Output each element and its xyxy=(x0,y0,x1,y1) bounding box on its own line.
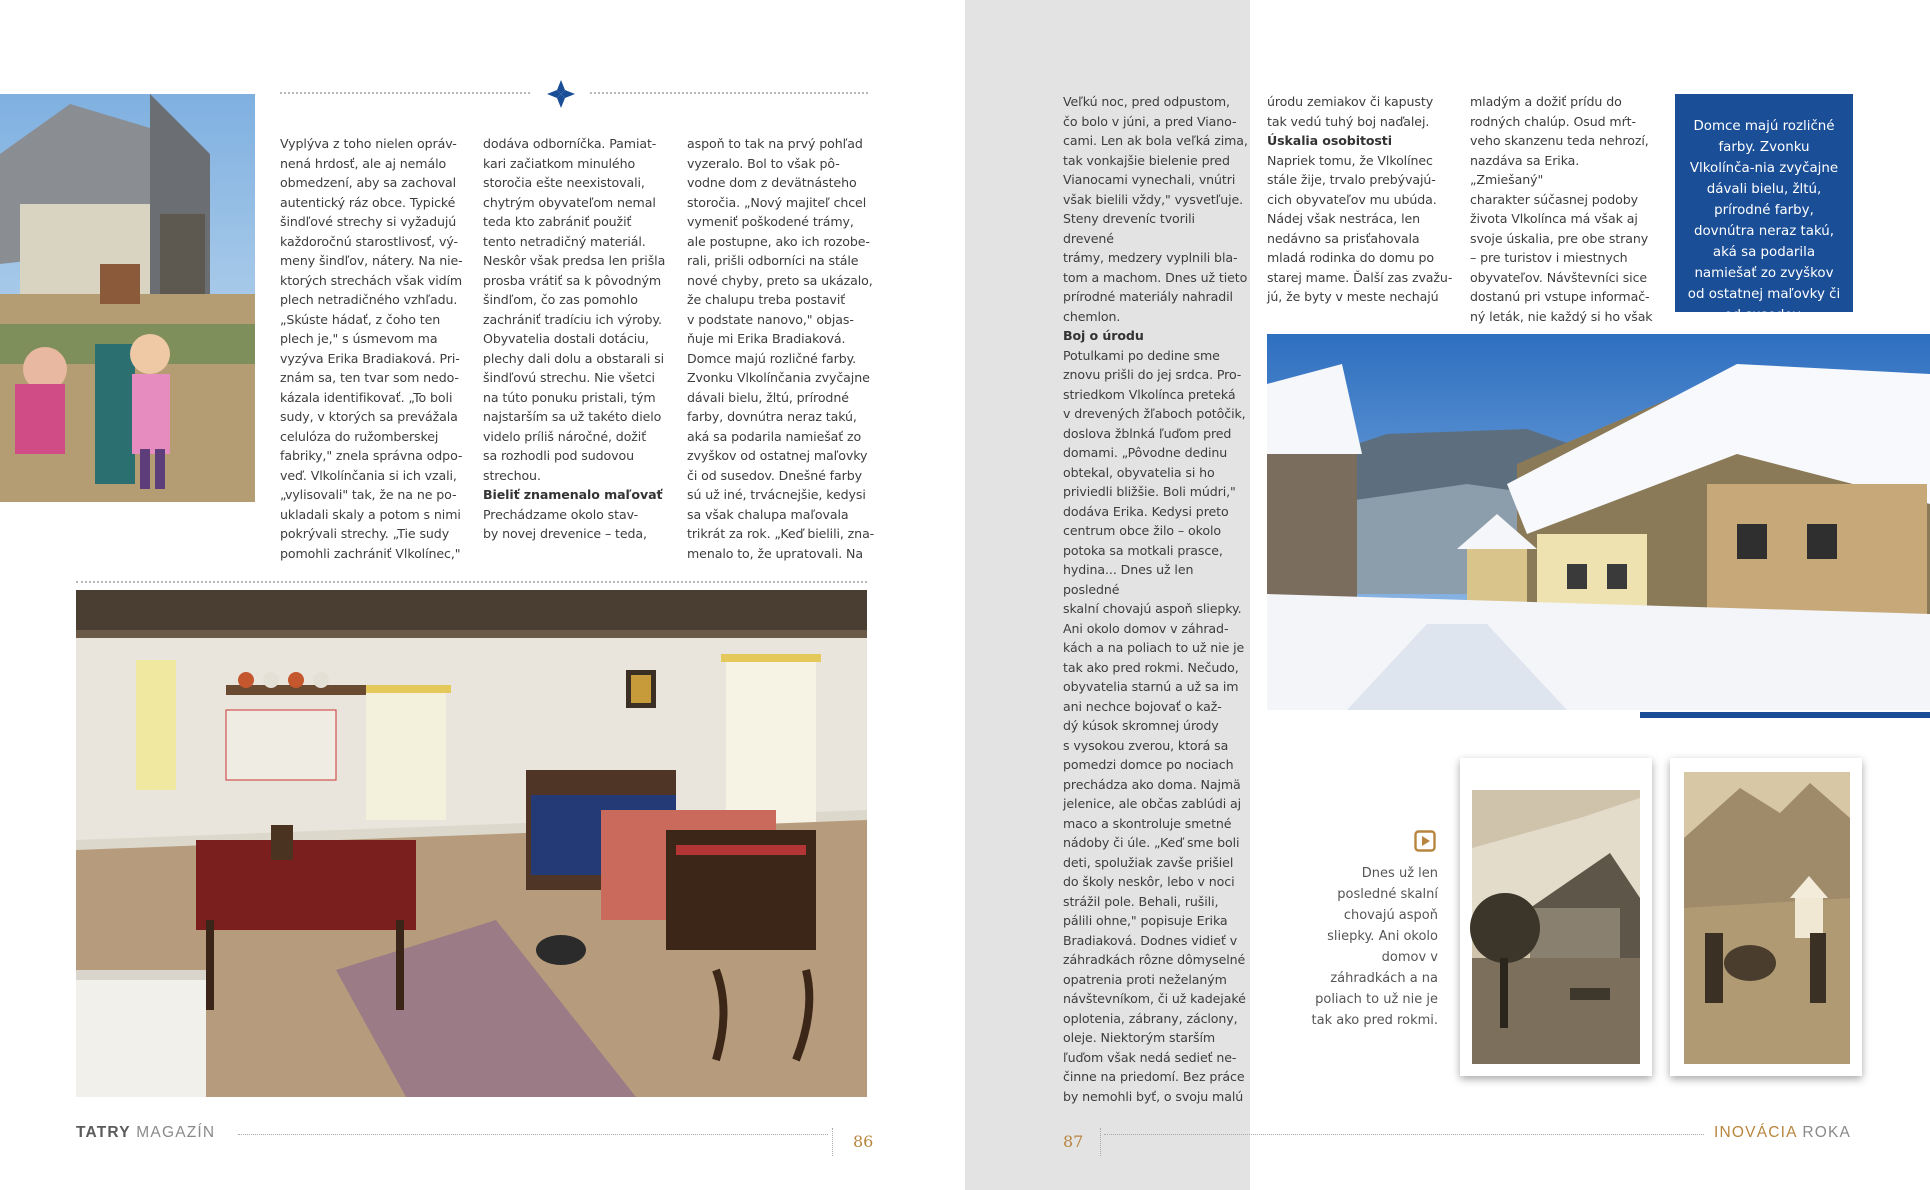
brand-bold: TATRY xyxy=(76,1124,131,1141)
text-line: na túto ponuku pristali, tým xyxy=(483,389,656,405)
text-line: prírodné materiály nahradil xyxy=(1063,289,1233,304)
text-line: Domce majú rozličné farby. xyxy=(687,350,857,366)
text-line: dodáva Erika. Kedysi preto xyxy=(1063,503,1229,519)
text-line: autentický ráz obce. Typické xyxy=(280,194,456,210)
photo-cottage-interior xyxy=(76,590,867,1097)
text-line: Vyplýva z toho nielen opráv- xyxy=(280,136,457,151)
text-line: Vianocami vynechali, vnútri xyxy=(1063,172,1236,187)
text-line: chytrým obyvateľom nemal xyxy=(483,194,656,210)
text-line: či od susedov. Dnešné farby xyxy=(687,467,862,483)
text-line: „vylisovali" tak, že na ne po- xyxy=(280,487,457,502)
left-column-1 xyxy=(280,134,470,563)
text-line: dostanú pri vstupe informač- xyxy=(1470,289,1650,304)
text-line: prechádza ako doma. Najmä xyxy=(1063,776,1241,792)
text-line: aká sa podarila namiešať zo xyxy=(687,428,862,444)
text-line: by novej drevenice – teda, xyxy=(483,526,647,541)
photo-children-water-pump xyxy=(0,94,255,502)
left-column-2 xyxy=(483,134,673,544)
text-line: ný leták, nie každý si ho však xyxy=(1470,308,1653,324)
right-column-1 xyxy=(1063,92,1248,1106)
text-line: obmedzení, aby sa zachoval xyxy=(280,175,457,190)
text-line: ani nechce bojovať o kaž- xyxy=(1063,698,1222,714)
text-line: striedkom Vlkolínca preteká xyxy=(1063,386,1236,402)
text-line: doslova žblnká ľuďom pred xyxy=(1063,425,1232,441)
text-line: storočia. „Nový majiteľ chcel xyxy=(687,194,867,210)
text-line: nená hrdosť, ale aj nemálo xyxy=(280,155,447,171)
text-line: rali, prišli odborníci na stále xyxy=(687,253,859,268)
text-line: mladá rodinka do domu po xyxy=(1267,250,1435,265)
text-line: činne na priedomí. Bez práce xyxy=(1063,1069,1245,1084)
footer-rule-left xyxy=(238,1134,828,1135)
text-line: cami. Len ak bola veľká zima, xyxy=(1063,133,1248,148)
pull-quote-box: Domce majú rozličné farby. Zvonku Vlkolínča-nia zvyčajne dávali bielu, žltú, prírodné farby, dovnútra neraz takú, aká sa podarila namiešať zo zvyškov od ostatnej maľovky či od susedov. xyxy=(1675,94,1853,312)
text-line: Ani okolo domov v záhrad- xyxy=(1063,620,1229,636)
text-line: charakter súčasnej podoby xyxy=(1470,191,1639,207)
text-line: starej mame. Ďalší zas zvažu- xyxy=(1267,269,1453,285)
subheading-uskalia: Úskalia osobitosti xyxy=(1267,133,1392,148)
page-number-left: 86 xyxy=(853,1132,874,1151)
text-line: potoka sa motkali prasce, xyxy=(1063,542,1223,558)
brand-accent: INOVÁCIA xyxy=(1714,1124,1797,1141)
text-line: priviedli bližšie. Boli múdri," xyxy=(1063,484,1236,499)
text-line: vyzýva Erika Bradiaková. Pri- xyxy=(280,350,460,366)
text-line: – pre turistov i miestnych xyxy=(1470,250,1628,265)
text-line: obyvateľov. Návštevníci sice xyxy=(1470,269,1648,285)
ornament-rule-right xyxy=(590,92,868,94)
text-line: veho skanzenu teda nehrozí, xyxy=(1470,133,1649,148)
text-line: skalní chovajú aspoň sliepky. xyxy=(1063,601,1242,616)
diamond-ornament-icon xyxy=(545,78,577,110)
text-line: čo bolo v júni, a pred Viano- xyxy=(1063,113,1237,129)
text-line: zachrániť tradíciu ich výroby. xyxy=(483,311,662,327)
text-line: teda kto zabrániť použiť xyxy=(483,214,632,229)
text-line: hydina... Dnes už len posledné xyxy=(1063,562,1194,597)
text-line: zvyškov od ostatnej maľovky xyxy=(687,448,868,463)
text-line: storočia ešte neexistovali, xyxy=(483,175,645,190)
text-line: tak vonkajšie bielenie pred xyxy=(1063,152,1230,168)
text-line: plech netradičného vzhľadu. xyxy=(280,292,458,307)
text-line: nové chyby, preto sa ukázalo, xyxy=(687,272,873,288)
text-line: znovu prišli do jej srdca. Pro- xyxy=(1063,367,1242,382)
text-line: nádoby či úle. „Keď sme boli xyxy=(1063,835,1240,850)
text-line: cich obyvateľov mu ubúda. xyxy=(1267,191,1437,207)
text-line: pomedzi domce po nociach xyxy=(1063,757,1234,772)
text-line: tak vedú tuhý boj naďalej. xyxy=(1267,113,1430,129)
text-line: Steny dreveníc tvorili drevené xyxy=(1063,211,1195,246)
text-line: nedávno sa prisťahovala xyxy=(1267,230,1420,246)
subheading-boj: Boj o úrodu xyxy=(1063,328,1144,343)
text-line: meny šindľov, nátery. Na nie- xyxy=(280,253,463,268)
play-icon[interactable] xyxy=(1414,830,1436,852)
brand-light: MAGAZÍN xyxy=(130,1124,216,1141)
text-line: prosba vrátiť sa k pôvodným xyxy=(483,272,662,288)
text-line: oleje. Niektorým starším xyxy=(1063,1030,1216,1045)
text-line: rodných chalúp. Osud mŕt- xyxy=(1470,113,1636,129)
text-line: tak ako pred rokmi. Nečudo, xyxy=(1063,659,1239,675)
brand-light-right: ROKA xyxy=(1796,1124,1852,1141)
text-line: trámy, medzery vyplnili bla- xyxy=(1063,250,1238,265)
text-line: ktorých strechách však vidím xyxy=(280,272,463,288)
text-line: sa rozhodli pod sudovou xyxy=(483,448,634,463)
text-line: veď. Vlkolínčania si ich vzali, xyxy=(280,467,457,483)
footer-tick-right xyxy=(1100,1128,1101,1156)
text-line: dodáva odborníčka. Pamiat- xyxy=(483,136,657,151)
text-line: jú, že byty v meste nechajú xyxy=(1267,289,1439,304)
text-line: ale postupne, ako ich rozobe- xyxy=(687,233,870,249)
text-line: opatrenia proti neželaným xyxy=(1063,971,1227,987)
text-line: Obyvatelia dostali dotáciu, xyxy=(483,331,649,346)
right-column-3 xyxy=(1470,92,1655,326)
text-line: Bradiaková. Dodnes vidieť v xyxy=(1063,932,1238,948)
text-line: v podstate nanovo," objas- xyxy=(687,311,854,327)
footer-brand-right xyxy=(1714,1124,1851,1142)
vintage-photo-1 xyxy=(1460,758,1652,1076)
text-line: „Skúste hádať, z čoho ten xyxy=(280,311,441,327)
text-line: ľuďom však nedá sedieť ne- xyxy=(1063,1049,1237,1065)
text-line: oplotenia, zábrany, záclony, xyxy=(1063,1010,1238,1026)
text-line: fabriky," znela správna odpo- xyxy=(280,448,463,463)
text-line: že chalupu treba postaviť xyxy=(687,292,846,307)
page-number-right: 87 xyxy=(1063,1132,1084,1151)
vintage-photo-2 xyxy=(1670,758,1862,1076)
text-line: domami. „Pôvodne dedinu xyxy=(1063,445,1228,460)
left-column-3 xyxy=(687,134,877,563)
text-line: vodne dom z devätnásteho xyxy=(687,175,857,190)
text-line: vyzeralo. Bol to však pô- xyxy=(687,155,840,171)
text-line: obyvatelia starnú a už sa im xyxy=(1063,679,1239,694)
text-line: vymeniť poškodené trámy, xyxy=(687,214,854,229)
text-line: sudy, v ktorých sa prevážala xyxy=(280,409,458,424)
text-line: stále žije, trvalo prebývajú- xyxy=(1267,172,1436,187)
text-line: tento netradičný materiál. xyxy=(483,233,646,249)
text-line: videlo príliš náročné, dožiť xyxy=(483,428,647,444)
text-line: šindľovú strechu. Nie všetci xyxy=(483,370,655,385)
text-line: ukladali skaly a potom s nimi xyxy=(280,506,461,522)
footer-rule-right xyxy=(1104,1134,1704,1135)
text-line: šindľom, čo zas pomohlo xyxy=(483,292,638,307)
text-line: Veľkú noc, pred odpustom, xyxy=(1063,94,1230,109)
text-line: by nemohli byť, o svoju malú xyxy=(1063,1088,1244,1104)
text-line: chemlon. xyxy=(1063,308,1121,324)
photo-caption: Dnes už len posledné skalní chovajú aspoň sliepky. Ani okolo domov v záhradkách a na poliach to už nie je tak ako pred rokmi. xyxy=(1311,866,1438,1028)
text-line: strážil pole. Behali, rušili, xyxy=(1063,893,1219,909)
photo-accent-bar xyxy=(1640,712,1930,718)
text-line: každoročnú starostlivosť, vý- xyxy=(280,233,458,249)
text-line: strechou. xyxy=(483,467,541,483)
ornament-rule-left xyxy=(280,92,530,94)
text-line: Napriek tomu, že Vlkolínec xyxy=(1267,152,1433,168)
text-line: celulóza do ružomberskej xyxy=(280,428,439,444)
text-line: záhradkách rôzne dômyselné xyxy=(1063,952,1246,967)
text-line: najstarším sa už takéto dielo xyxy=(483,409,662,424)
text-line: plechy dali dolu a obstarali si xyxy=(483,350,664,366)
text-line: Nádej však nestráca, len xyxy=(1267,211,1421,226)
text-line: sa však chalupa maľovala xyxy=(687,506,849,522)
footer-brand-left xyxy=(76,1124,215,1142)
text-line: aspoň to tak na prvý pohľad xyxy=(687,136,863,151)
text-line: obtekal, obyvatelia si ho xyxy=(1063,464,1215,480)
text-line: pálili ohne," popisuje Erika xyxy=(1063,913,1228,928)
text-line: farby, dovnútra neraz takú, xyxy=(687,409,857,424)
text-line: trikrát za rok. „Keď bielili, zna- xyxy=(687,526,875,541)
text-line: tom a machom. Dnes už tieto xyxy=(1063,269,1248,285)
text-line: menalo to, že upratovali. Na xyxy=(687,545,863,561)
text-line: s vysokou zverou, ktorá sa xyxy=(1063,737,1229,753)
text-line: ňuje mi Erika Bradiaková. xyxy=(687,331,846,346)
text-line: deti, spolužiak zavše prišiel xyxy=(1063,854,1234,870)
text-line: znám sa, ten tvar som nedo- xyxy=(280,370,459,385)
text-line: návštevníkom, či už kadejaké xyxy=(1063,991,1246,1006)
text-line: Neskôr však predsa len prišla xyxy=(483,253,666,268)
text-line: úrodu zemiakov či kapusty xyxy=(1267,94,1434,109)
text-line: do školy neskôr, lebo v noci xyxy=(1063,874,1235,889)
text-line: Zvonku Vlkolínčania zvyčajne xyxy=(687,370,870,385)
text-line: centrum obce žilo – okolo xyxy=(1063,523,1221,538)
text-line: Prechádzame okolo stav- xyxy=(483,506,639,522)
text-line: dávali bielu, žltú, prírodné xyxy=(687,389,849,405)
text-line: nazdáva sa Erika. „Zmiešaný" xyxy=(1470,152,1580,187)
text-line: plech je," s úsmevom ma xyxy=(280,331,438,346)
right-column-2 xyxy=(1267,92,1457,307)
text-line: mladým a dožiť prídu do xyxy=(1470,94,1622,109)
text-line: sú už iné, trvácnejšie, kedysi xyxy=(687,487,866,502)
text-line: šindľové strechy si vyžadujú xyxy=(280,214,457,229)
text-line: kari začiatkom minulého xyxy=(483,155,636,171)
text-line: Potulkami po dedine sme xyxy=(1063,347,1220,363)
text-line: pokrývali strechy. „Tie sudy xyxy=(280,526,450,541)
text-line: pomohli zachrániť Vlkolínec," xyxy=(280,545,461,561)
subheading-bielit: Bieliť znamenalo maľovať xyxy=(483,487,663,502)
text-line: však bielili vždy," vysvetľuje. xyxy=(1063,191,1244,207)
photo-winter-village xyxy=(1267,334,1930,710)
text-line: kách a na poliach to už nie je xyxy=(1063,640,1245,655)
section-divider xyxy=(76,581,867,583)
text-line: v drevených žľaboch potôčik, xyxy=(1063,406,1246,421)
text-line: maco a skontroluje smetné xyxy=(1063,815,1232,831)
text-line: jelenice, ale občas zablúdi aj xyxy=(1063,796,1242,811)
text-line: svoje úskalia, pre obe strany xyxy=(1470,230,1649,246)
text-line: života Vlkolínca má však aj xyxy=(1470,211,1638,226)
text-line: dý kúsok skromnej úrody xyxy=(1063,718,1219,733)
footer-tick-left xyxy=(832,1128,833,1156)
text-line: kázala identifikovať. „To boli xyxy=(280,389,453,405)
